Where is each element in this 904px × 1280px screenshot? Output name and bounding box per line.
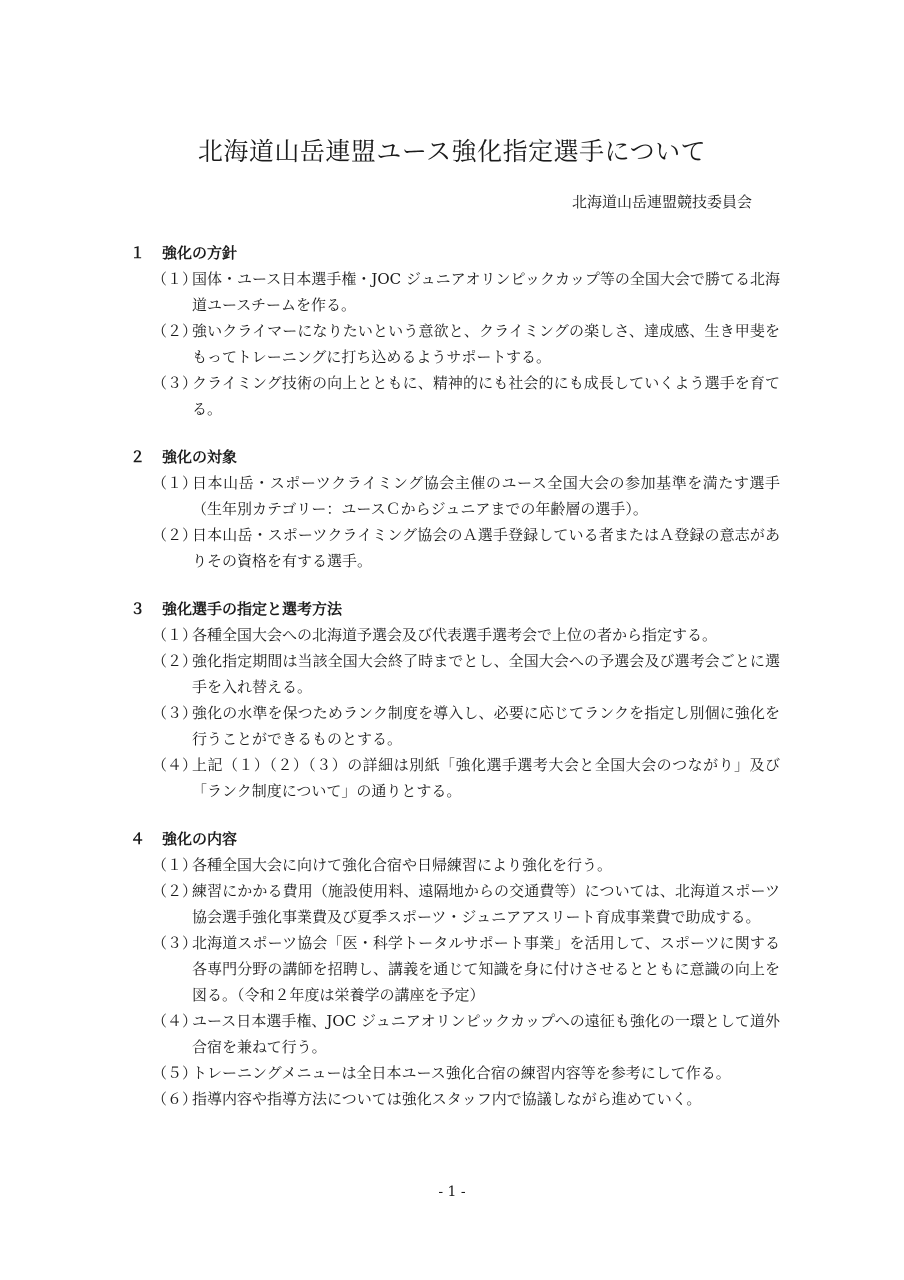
list-item [152,878,780,930]
section-heading-text: 強化の対象 [162,448,238,466]
section [130,826,780,1112]
list-item-number: （３） [152,374,198,392]
list-item [152,852,780,878]
section [130,596,780,804]
list-item [152,370,780,422]
section-number: １ [130,244,146,262]
list-item-text: 強化指定期間は当該全国大会終了時までとし、全国大会への予選会及び選考会ごとに選手を入れ替える。 [192,652,780,696]
list-item-text: 国体・ユース日本選手権・JOC ジュニアオリンピックカップ等の全国大会で勝てる北海道ユースチームを作る。 [192,270,780,314]
list-item-text: 日本山岳・スポーツクライミング協会主催のユース全国大会の参加基準を満たす選手（生年別カテゴリー：ユースＣからジュニアまでの年齢層の選手）。 [192,474,780,518]
organization-name: 北海道山岳連盟競技委員会 [571,193,752,211]
list-item-text: ユース日本選手権、JOC ジュニアオリンピックカップへの遠征も強化の一環として道外合宿を兼ねて行う。 [192,1012,780,1056]
list-item-number: （２） [152,652,198,670]
list-item-text: 強化の水準を保つためランク制度を導入し、必要に応じてランクを指定し別個に強化を行うことができるものとする。 [192,704,780,748]
list-item [152,522,780,574]
list-item-text: トレーニングメニューは全日本ユース強化合宿の練習内容等を参考にして作る。 [192,1064,731,1082]
list-item-number: （２） [152,526,198,544]
list-item [152,470,780,522]
list-item-text: 各種全国大会への北海道予選会及び代表選手選考会で上位の者から指定する。 [192,626,718,644]
list-item [152,752,780,804]
list-item-text: 上記（１）（２）（３）の詳細は別紙「強化選手選考大会と全国大会のつながり」及び「ランク制度について」の通りとする。 [192,756,780,800]
list-item [152,1008,780,1060]
section [130,240,780,422]
section-heading [130,596,780,622]
section-heading [130,240,780,266]
list-item-number: （６） [152,1090,198,1108]
list-item-text: 強いクライマーになりたいという意欲と、クライミングの楽しさ、達成感、生き甲斐をもってトレーニングに打ち込めるようサポートする。 [192,322,780,366]
list-item [152,1060,780,1086]
section-heading-text: 強化選手の指定と選考方法 [162,600,343,618]
section-heading [130,826,780,852]
list-item-number: （３） [152,704,198,722]
section [130,444,780,574]
list-item [152,700,780,752]
list-item [152,1086,780,1112]
list-item-number: （１） [152,626,198,644]
document-title: 北海道山岳連盟ユース強化指定選手について [197,137,707,166]
list-item-text: 練習にかかる費用（施設使用料、遠隔地からの交通費等）については、北海道スポーツ協会選手強化事業費及び夏季スポーツ・ジュニアアスリート育成事業費で助成する。 [192,882,780,926]
list-item-number: （１） [152,270,198,288]
list-item-number: （２） [152,882,198,900]
list-item [152,930,780,1008]
list-item [152,648,780,700]
section-heading-text: 強化の方針 [162,244,238,262]
list-item-number: （１） [152,474,198,492]
sections-container [130,240,780,1134]
list-item-number: （４） [152,1012,198,1030]
section-number: ２ [130,448,146,466]
list-item-number: （４） [152,756,198,774]
list-item-text: クライミング技術の向上とともに、精神的にも社会的にも成長していくよう選手を育てる。 [192,374,780,418]
list-item-number: （５） [152,1064,198,1082]
list-item [152,318,780,370]
section-number: ３ [130,600,146,618]
list-item-number: （３） [152,934,198,952]
section-heading-text: 強化の内容 [162,830,238,848]
list-item-text: 各種全国大会に向けて強化合宿や日帰練習により強化を行う。 [192,856,613,874]
list-item-number: （１） [152,856,198,874]
section-heading [130,444,780,470]
page-number: - 1 - [438,1184,466,1200]
section-number: ４ [130,830,146,848]
list-item [152,266,780,318]
list-item-number: （２） [152,322,198,340]
list-item-text: 北海道スポーツ協会「医・科学トータルサポート事業」を活用して、スポーツに関する各専門分野の講師を招聘し、講義を通じて知識を身に付けさせるとともに意識の向上を図る。（令和２年度は栄養学の講座を予定） [192,934,780,1004]
list-item-text: 指導内容や指導方法については強化スタッフ内で協議しながら進めていく。 [192,1090,702,1108]
list-item [152,622,780,648]
list-item-text: 日本山岳・スポーツクライミング協会のＡ選手登録している者またはＡ登録の意志がありその資格を有する選手。 [192,526,780,570]
